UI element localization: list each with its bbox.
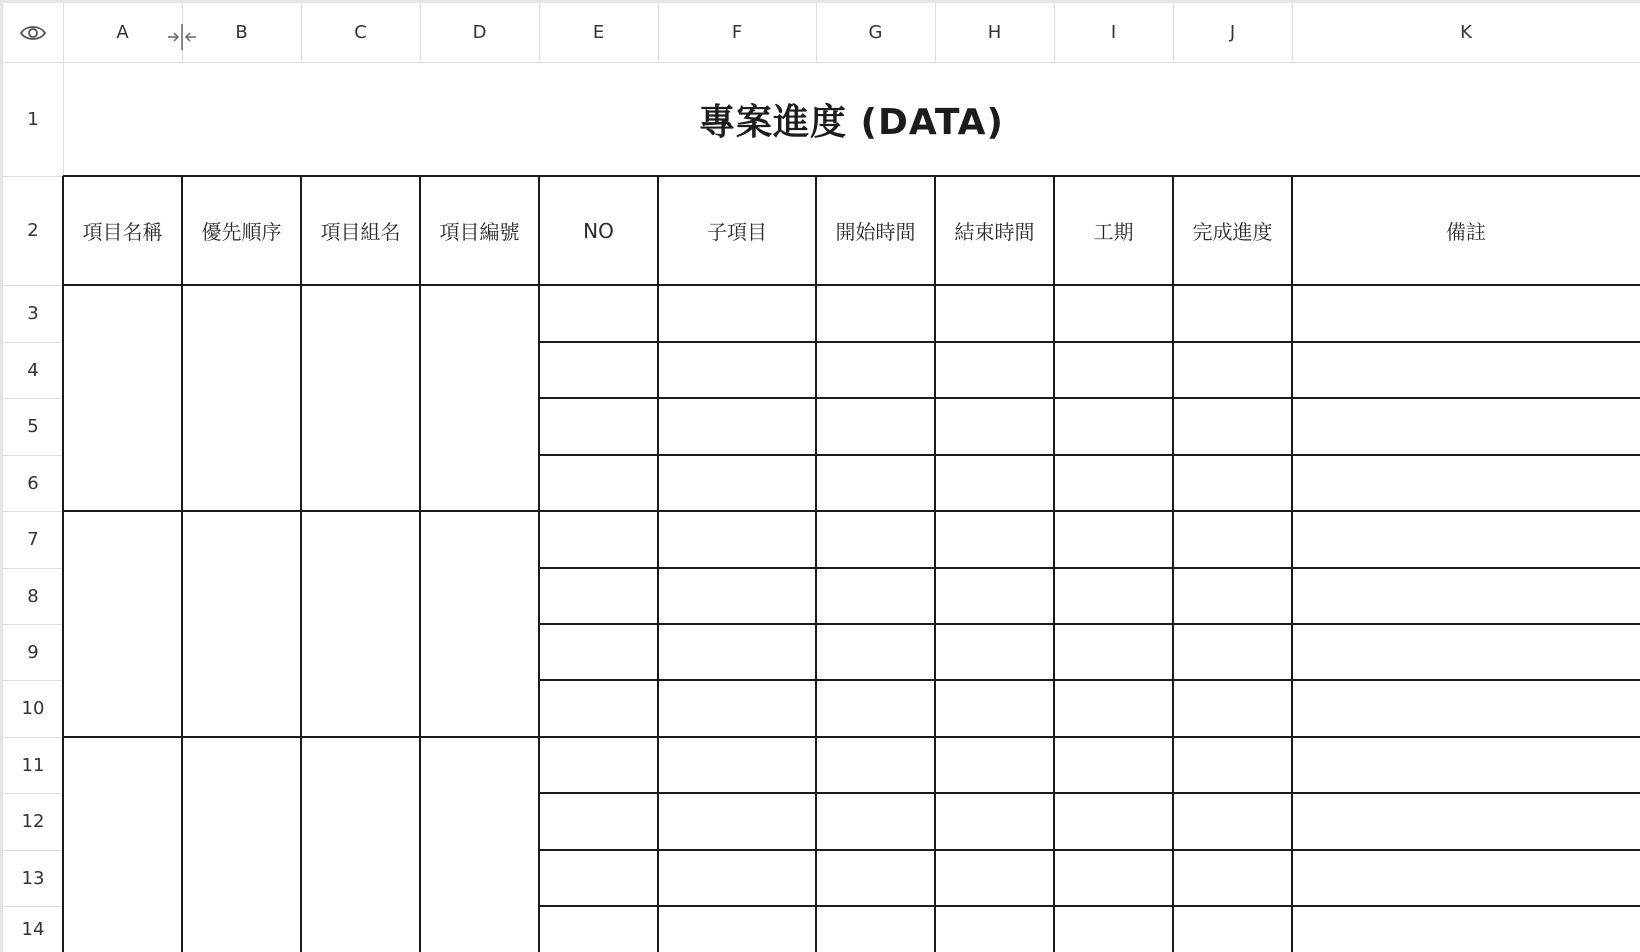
table-cell[interactable] <box>539 568 658 624</box>
table-header-cell[interactable]: 子項目 <box>707 220 767 244</box>
table-cell[interactable] <box>63 850 182 906</box>
row-header-divider <box>3 342 63 343</box>
row-header-13[interactable]: 13 <box>21 867 45 889</box>
table-cell[interactable] <box>816 850 935 906</box>
table-cell[interactable] <box>935 680 1054 737</box>
table-border <box>419 176 421 952</box>
row-header-8[interactable]: 8 <box>27 585 39 607</box>
table-border <box>1053 176 1055 952</box>
table-cell[interactable] <box>1173 850 1292 906</box>
table-cell[interactable] <box>1173 568 1292 624</box>
table-border <box>1172 176 1174 952</box>
table-cell[interactable] <box>539 342 658 398</box>
table-cell[interactable] <box>1054 455 1173 511</box>
table-cell[interactable] <box>301 906 420 952</box>
table-border <box>539 792 1640 794</box>
table-cell[interactable] <box>658 568 816 624</box>
table-border <box>657 176 659 952</box>
table-cell[interactable] <box>1173 624 1292 680</box>
table-cell[interactable] <box>301 398 420 455</box>
table-border <box>539 341 1640 343</box>
table-cell[interactable] <box>658 285 816 342</box>
row-header-divider <box>3 906 63 907</box>
row-header-divider <box>3 737 63 738</box>
table-cell[interactable] <box>63 398 182 455</box>
column-header-divider <box>935 3 936 62</box>
table-cell[interactable] <box>658 342 816 398</box>
table-cell[interactable] <box>420 793 539 850</box>
table-cell[interactable] <box>816 342 935 398</box>
table-cell[interactable] <box>182 737 301 793</box>
table-header-cell[interactable]: 項目編號 <box>439 220 520 244</box>
row-header-divider <box>3 680 63 681</box>
column-header-divider <box>1173 3 1174 62</box>
table-cell[interactable] <box>1054 906 1173 952</box>
table-cell[interactable] <box>1292 568 1640 624</box>
table-cell[interactable] <box>539 906 658 952</box>
table-cell[interactable] <box>63 455 182 511</box>
table-cell[interactable] <box>658 398 816 455</box>
table-cell[interactable] <box>1054 680 1173 737</box>
table-cell[interactable] <box>301 568 420 624</box>
table-border <box>539 679 1640 681</box>
table-cell[interactable] <box>935 906 1054 952</box>
table-cell[interactable] <box>1054 342 1173 398</box>
table-cell[interactable] <box>935 793 1054 850</box>
table-cell[interactable] <box>658 680 816 737</box>
table-cell[interactable] <box>1292 793 1640 850</box>
table-cell[interactable] <box>539 680 658 737</box>
table-cell[interactable] <box>420 511 539 568</box>
column-header-divider <box>301 3 302 62</box>
row-header-9[interactable]: 9 <box>27 641 39 663</box>
column-header-e[interactable]: E <box>592 22 605 43</box>
row-header-divider <box>3 176 63 177</box>
row-header-6[interactable]: 6 <box>27 472 39 494</box>
table-cell[interactable] <box>539 511 658 568</box>
row-header-divider <box>3 398 63 399</box>
table-cell[interactable] <box>1173 342 1292 398</box>
table-cell[interactable] <box>816 680 935 737</box>
table-cell[interactable] <box>420 624 539 680</box>
table-cell[interactable] <box>1173 511 1292 568</box>
table-cell[interactable] <box>182 398 301 455</box>
row-header-11[interactable]: 11 <box>21 754 45 776</box>
table-cell[interactable] <box>420 568 539 624</box>
table-border <box>63 736 1640 738</box>
table-header-cell[interactable]: NO <box>583 218 614 243</box>
column-header-g[interactable]: G <box>868 22 883 43</box>
row-header-2[interactable]: 2 <box>27 220 39 241</box>
table-cell[interactable] <box>1054 624 1173 680</box>
table-cell[interactable] <box>63 737 182 793</box>
table-border <box>934 176 936 952</box>
column-resize-icon[interactable] <box>166 22 198 52</box>
table-cell[interactable] <box>658 455 816 511</box>
table-cell[interactable] <box>658 906 816 952</box>
table-cell[interactable] <box>539 455 658 511</box>
table-cell[interactable] <box>539 793 658 850</box>
table-header-cell[interactable]: 完成進度 <box>1192 220 1273 244</box>
table-cell[interactable] <box>935 455 1054 511</box>
table-cell[interactable] <box>301 793 420 850</box>
row-header-14[interactable]: 14 <box>21 918 45 940</box>
row-header-divider <box>3 568 63 569</box>
column-header-j[interactable]: J <box>1229 22 1236 43</box>
table-cell[interactable] <box>182 624 301 680</box>
table-cell[interactable] <box>63 568 182 624</box>
table-cell[interactable] <box>539 285 658 342</box>
table-cell[interactable] <box>539 737 658 793</box>
table-border <box>181 176 183 952</box>
table-border <box>538 176 540 952</box>
table-cell[interactable] <box>301 455 420 511</box>
table-cell[interactable] <box>1173 793 1292 850</box>
table-cell[interactable] <box>63 285 182 342</box>
sheet-frame-top <box>0 0 1640 3</box>
table-cell[interactable] <box>1173 398 1292 455</box>
table-cell[interactable] <box>301 737 420 793</box>
table-cell[interactable] <box>420 342 539 398</box>
table-cell[interactable] <box>1292 624 1640 680</box>
table-header-cell[interactable]: 項目名稱 <box>82 220 163 244</box>
table-cell[interactable] <box>182 680 301 737</box>
table-cell[interactable] <box>816 398 935 455</box>
table-cell[interactable] <box>420 850 539 906</box>
table-cell[interactable] <box>1054 737 1173 793</box>
row-header-1[interactable]: 1 <box>27 108 39 130</box>
table-cell[interactable] <box>1292 342 1640 398</box>
column-header-k[interactable]: K <box>1460 22 1472 43</box>
table-cell[interactable] <box>63 624 182 680</box>
row-header-divider <box>3 511 63 512</box>
table-cell[interactable] <box>935 285 1054 342</box>
table-header-cell[interactable]: 開始時間 <box>835 220 916 244</box>
table-header-cell[interactable]: 項目組名 <box>320 220 401 244</box>
table-cell[interactable] <box>1292 285 1640 342</box>
table-cell[interactable] <box>539 624 658 680</box>
table-cell[interactable] <box>420 680 539 737</box>
table-border <box>63 510 1640 512</box>
table-border <box>539 567 1640 569</box>
column-header-f[interactable]: F <box>731 22 743 43</box>
row-header-divider <box>3 285 63 286</box>
column-header-divider <box>1292 3 1293 62</box>
table-cell[interactable] <box>182 568 301 624</box>
row-header-divider <box>3 624 63 625</box>
table-cell[interactable] <box>1173 906 1292 952</box>
table-cell[interactable] <box>658 850 816 906</box>
table-border <box>62 176 64 952</box>
table-header-cell[interactable]: 優先順序 <box>201 220 282 244</box>
row-header-7[interactable]: 7 <box>27 529 39 550</box>
table-cell[interactable] <box>1173 737 1292 793</box>
table-cell[interactable] <box>539 850 658 906</box>
table-cell[interactable] <box>1292 455 1640 511</box>
table-cell[interactable] <box>301 624 420 680</box>
row-header-divider <box>3 455 63 456</box>
table-cell[interactable] <box>1054 285 1173 342</box>
column-header-divider <box>539 3 540 62</box>
table-cell[interactable] <box>420 285 539 342</box>
table-cell[interactable] <box>182 455 301 511</box>
table-cell[interactable] <box>182 793 301 850</box>
table-header-cell[interactable]: 工期 <box>1093 220 1134 244</box>
table-cell[interactable] <box>816 793 935 850</box>
table-cell[interactable] <box>935 568 1054 624</box>
table-border <box>1291 176 1293 952</box>
column-header-b[interactable]: B <box>235 22 248 43</box>
table-cell[interactable] <box>63 906 182 952</box>
row-header-3[interactable]: 3 <box>27 303 39 324</box>
column-header-divider <box>1054 3 1055 62</box>
row-header-10[interactable]: 10 <box>21 698 45 719</box>
row-header-divider <box>3 850 63 851</box>
table-cell[interactable] <box>539 398 658 455</box>
column-header-a[interactable]: A <box>116 22 129 43</box>
table-cell[interactable] <box>63 793 182 850</box>
column-header-divider <box>658 3 659 62</box>
table-cell[interactable] <box>1054 511 1173 568</box>
table-border <box>539 905 1640 907</box>
table-cell[interactable] <box>1173 680 1292 737</box>
table-border <box>539 397 1640 399</box>
table-cell[interactable] <box>420 737 539 793</box>
table-cell[interactable] <box>1054 850 1173 906</box>
table-cell[interactable] <box>301 285 420 342</box>
table-border <box>539 454 1640 456</box>
column-header-h[interactable]: H <box>987 22 1002 43</box>
column-header-i[interactable]: I <box>1110 22 1117 43</box>
table-cell[interactable] <box>1054 398 1173 455</box>
table-cell[interactable] <box>182 285 301 342</box>
sheet-frame-left <box>0 0 3 952</box>
sheet-title[interactable]: 專案進度 (DATA) <box>698 101 1004 143</box>
table-cell[interactable] <box>658 793 816 850</box>
table-cell[interactable] <box>420 906 539 952</box>
table-cell[interactable] <box>658 737 816 793</box>
table-header-cell[interactable]: 備註 <box>1446 220 1486 244</box>
table-cell[interactable] <box>1054 793 1173 850</box>
table-cell[interactable] <box>182 850 301 906</box>
table-cell[interactable] <box>816 511 935 568</box>
table-cell[interactable] <box>1292 737 1640 793</box>
table-cell[interactable] <box>420 455 539 511</box>
table-cell[interactable] <box>935 342 1054 398</box>
table-border <box>300 176 302 952</box>
table-cell[interactable] <box>935 511 1054 568</box>
row-header-4[interactable]: 4 <box>27 359 39 381</box>
table-cell[interactable] <box>1173 455 1292 511</box>
table-cell[interactable] <box>935 624 1054 680</box>
table-cell[interactable] <box>816 285 935 342</box>
column-header-divider <box>816 3 817 62</box>
table-cell[interactable] <box>301 680 420 737</box>
table-border <box>815 176 817 952</box>
table-cell[interactable] <box>301 850 420 906</box>
table-cell[interactable] <box>935 737 1054 793</box>
table-cell[interactable] <box>63 342 182 398</box>
table-cell[interactable] <box>935 850 1054 906</box>
column-header-divider <box>420 3 421 62</box>
column-header-c[interactable]: C <box>354 22 367 43</box>
table-cell[interactable] <box>816 624 935 680</box>
eye-icon[interactable] <box>3 3 63 62</box>
table-cell[interactable] <box>816 737 935 793</box>
table-border <box>539 849 1640 851</box>
table-cell[interactable] <box>63 511 182 568</box>
table-cell[interactable] <box>1173 285 1292 342</box>
table-cell[interactable] <box>1292 850 1640 906</box>
table-cell[interactable] <box>1292 398 1640 455</box>
row-header-divider <box>3 793 63 794</box>
table-cell[interactable] <box>935 398 1054 455</box>
table-cell[interactable] <box>816 568 935 624</box>
table-header-cell[interactable]: 結束時間 <box>954 220 1035 244</box>
row-header-5[interactable]: 5 <box>27 416 39 437</box>
table-cell[interactable] <box>816 906 935 952</box>
column-header-d[interactable]: D <box>472 22 487 43</box>
table-cell[interactable] <box>420 398 539 455</box>
table-cell[interactable] <box>182 906 301 952</box>
table-cell[interactable] <box>182 342 301 398</box>
table-cell[interactable] <box>182 511 301 568</box>
table-cell[interactable] <box>301 511 420 568</box>
table-cell[interactable] <box>658 624 816 680</box>
table-cell[interactable] <box>301 342 420 398</box>
table-cell[interactable] <box>1292 906 1640 952</box>
table-cell[interactable] <box>1292 511 1640 568</box>
table-cell[interactable] <box>1292 680 1640 737</box>
table-cell[interactable] <box>658 511 816 568</box>
row-header-12[interactable]: 12 <box>21 811 45 832</box>
table-cell[interactable] <box>1054 568 1173 624</box>
table-cell[interactable] <box>816 455 935 511</box>
table-cell[interactable] <box>63 680 182 737</box>
table-border <box>539 623 1640 625</box>
